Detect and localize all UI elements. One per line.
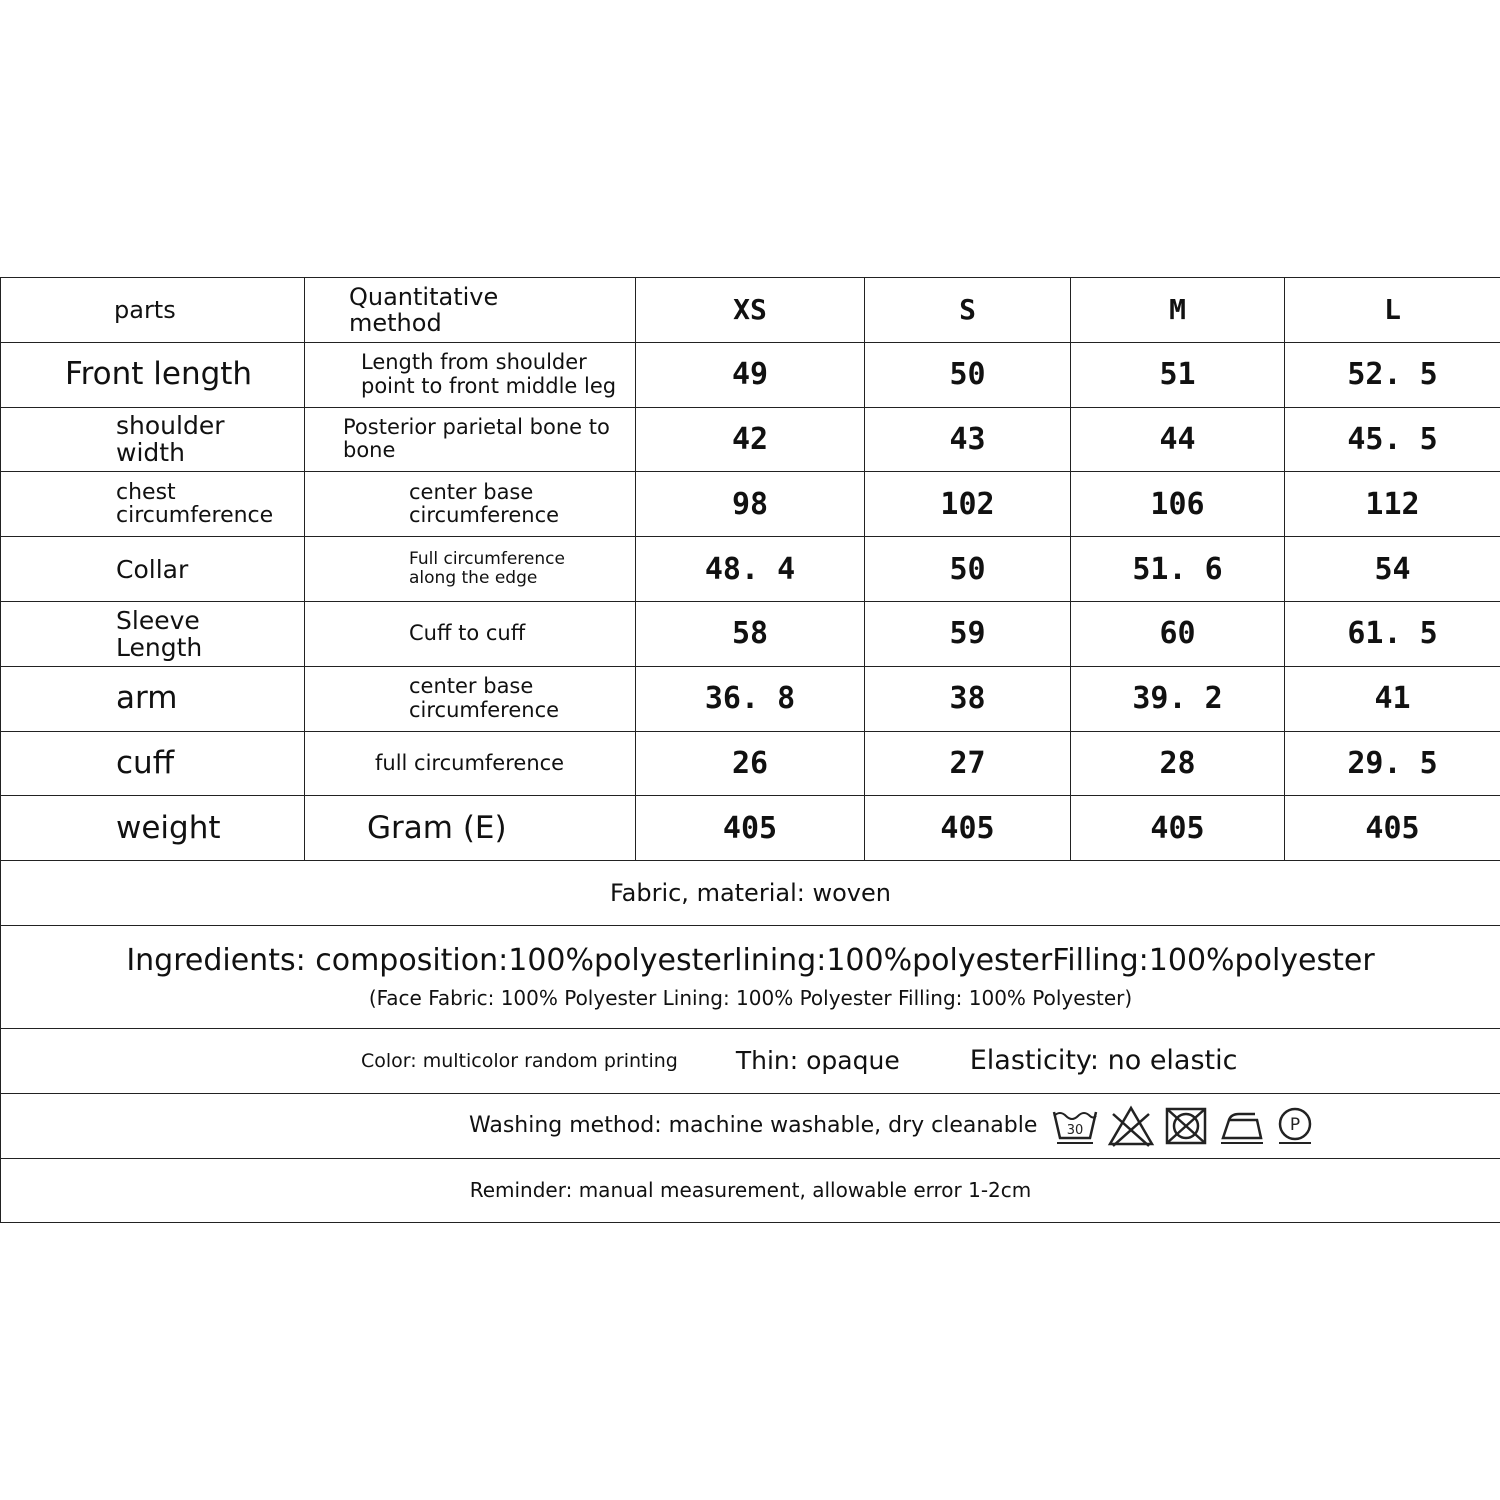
value-xs: 58 xyxy=(636,601,865,666)
wash-temp-label: 30 xyxy=(1067,1122,1084,1138)
measure-method: center base circumference xyxy=(305,472,636,537)
no-bleach-icon xyxy=(1107,1104,1155,1148)
size-table xyxy=(0,277,1500,1223)
washing-cell xyxy=(1,1093,1500,1158)
value-m: 60 xyxy=(1071,601,1285,666)
part-name: cuff xyxy=(1,731,305,796)
value-s: 50 xyxy=(865,537,1071,602)
part-name: Front length xyxy=(1,342,305,407)
value-l: 52. 5 xyxy=(1285,342,1500,407)
fabric-note: Fabric, material: woven xyxy=(1,861,1500,926)
value-xs: 42 xyxy=(636,407,865,472)
washing-note: Washing method: machine washable, dry cleanable xyxy=(469,1113,1038,1139)
value-m: 39. 2 xyxy=(1071,666,1285,731)
fabric-row xyxy=(1,861,1500,926)
svg-text:P: P xyxy=(1290,1114,1301,1135)
header-parts: parts xyxy=(1,278,305,343)
measure-method: full circumference xyxy=(305,731,636,796)
properties-cell xyxy=(1,1028,1500,1093)
measure-method: Full circumference along the edge xyxy=(305,537,636,602)
elasticity-note: Elasticity: no elastic xyxy=(969,1045,1238,1077)
header-size-m: M xyxy=(1071,278,1285,343)
part-name: arm xyxy=(1,666,305,731)
value-l: 405 xyxy=(1285,796,1500,861)
header-row xyxy=(1,278,1500,343)
value-m: 405 xyxy=(1071,796,1285,861)
wash-30-icon xyxy=(1051,1106,1099,1146)
value-xs: 26 xyxy=(636,731,865,796)
value-m: 106 xyxy=(1071,472,1285,537)
value-s: 43 xyxy=(865,407,1071,472)
value-l: 41 xyxy=(1285,666,1500,731)
value-s: 405 xyxy=(865,796,1071,861)
table-row xyxy=(1,407,1500,472)
ingredients-cell xyxy=(1,925,1500,1028)
table-row xyxy=(1,796,1500,861)
value-xs: 36. 8 xyxy=(636,666,865,731)
value-m: 51. 6 xyxy=(1071,537,1285,602)
reminder-row xyxy=(1,1158,1500,1223)
value-s: 27 xyxy=(865,731,1071,796)
thin-note: Thin: opaque xyxy=(735,1046,900,1076)
no-tumble-dry-icon xyxy=(1163,1105,1209,1147)
header-size-s: S xyxy=(865,278,1071,343)
table-row xyxy=(1,666,1500,731)
part-name: shoulder width xyxy=(1,407,305,472)
header-method: Quantitative method xyxy=(305,278,636,343)
properties-row xyxy=(1,1028,1500,1093)
iron-icon xyxy=(1217,1106,1267,1146)
value-l: 45. 5 xyxy=(1285,407,1500,472)
part-name: Collar xyxy=(1,537,305,602)
measure-method: Length from shoulder point to front middle leg xyxy=(305,342,636,407)
dry-clean-p-icon xyxy=(1275,1106,1315,1146)
value-m: 44 xyxy=(1071,407,1285,472)
part-name: weight xyxy=(1,796,305,861)
table-row xyxy=(1,601,1500,666)
ingredients-note: Ingredients: composition:100%polyesterlining:100%polyesterFilling:100%polyester xyxy=(126,943,1375,979)
part-name: chest circumference xyxy=(1,472,305,537)
value-xs: 405 xyxy=(636,796,865,861)
value-s: 59 xyxy=(865,601,1071,666)
value-xs: 98 xyxy=(636,472,865,537)
size-chart xyxy=(0,277,1500,1223)
color-note: Color: multicolor random printing xyxy=(361,1049,678,1072)
header-size-xs: XS xyxy=(636,278,865,343)
part-name: Sleeve Length xyxy=(1,601,305,666)
table-row xyxy=(1,342,1500,407)
ingredients-sub-note: (Face Fabric: 100% Polyester Lining: 100% Polyester Filling: 100% Polyester) xyxy=(368,986,1133,1011)
table-row xyxy=(1,472,1500,537)
value-l: 54 xyxy=(1285,537,1500,602)
reminder-note: Reminder: manual measurement, allowable error 1-2cm xyxy=(1,1158,1500,1223)
value-s: 38 xyxy=(865,666,1071,731)
value-xs: 49 xyxy=(636,342,865,407)
value-l: 29. 5 xyxy=(1285,731,1500,796)
value-l: 61. 5 xyxy=(1285,601,1500,666)
value-xs: 48. 4 xyxy=(636,537,865,602)
table-row xyxy=(1,731,1500,796)
value-l: 112 xyxy=(1285,472,1500,537)
measure-method: center base circumference xyxy=(305,666,636,731)
value-s: 102 xyxy=(865,472,1071,537)
measure-method: Cuff to cuff xyxy=(305,601,636,666)
value-m: 28 xyxy=(1071,731,1285,796)
value-m: 51 xyxy=(1071,342,1285,407)
header-size-l: L xyxy=(1285,278,1500,343)
table-row xyxy=(1,537,1500,602)
washing-row xyxy=(1,1093,1500,1158)
ingredients-row xyxy=(1,925,1500,1028)
measure-method: Posterior parietal bone to bone xyxy=(305,407,636,472)
value-s: 50 xyxy=(865,342,1071,407)
measure-method: Gram (E) xyxy=(305,796,636,861)
